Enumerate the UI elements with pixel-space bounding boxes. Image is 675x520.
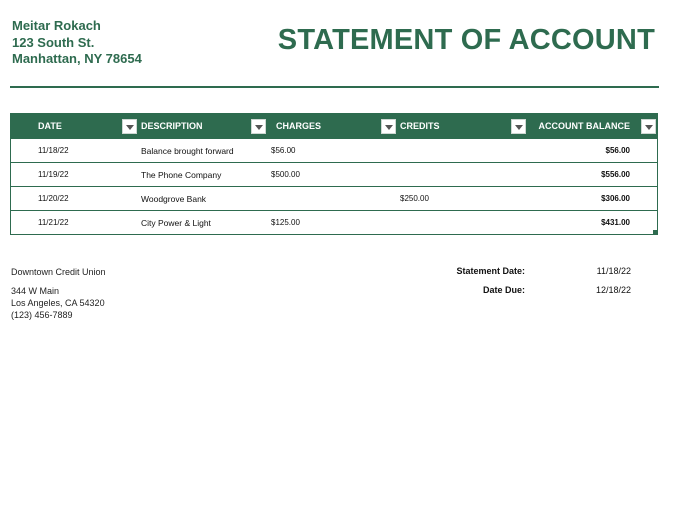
statement-date-label: Statement Date:: [456, 266, 525, 276]
header-date: DATE: [11, 114, 121, 139]
bank-street: 344 W Main: [11, 286, 60, 296]
chevron-down-icon[interactable]: [381, 119, 396, 134]
chevron-down-icon[interactable]: [251, 119, 266, 134]
cell-balance: $431.00: [601, 218, 630, 227]
cell-balance: $556.00: [601, 170, 630, 179]
cell-date: 11/18/22: [38, 146, 69, 155]
cell-balance: $56.00: [605, 146, 630, 155]
table-row: [11, 186, 657, 211]
table-resize-handle[interactable]: [653, 230, 657, 234]
sender-street: 123 South St.: [12, 34, 95, 50]
date-due-label: Date Due:: [482, 285, 525, 295]
header-description: DESCRIPTION: [141, 114, 251, 139]
cell-description: City Power & Light: [141, 218, 211, 228]
cell-date: 11/21/22: [38, 218, 69, 227]
cell-description: The Phone Company: [141, 170, 222, 180]
cell-charges: $500.00: [271, 170, 300, 179]
cell-date: 11/20/22: [38, 194, 69, 203]
sender-address: [12, 18, 142, 68]
sender-name: Meitar Rokach: [12, 18, 101, 33]
statement-table: [10, 113, 658, 235]
bank-city: Los Angeles, CA 54320: [11, 298, 105, 308]
cell-charges: $125.00: [271, 218, 300, 227]
sender-city: Manhattan, NY 78654: [12, 51, 142, 66]
chevron-down-icon[interactable]: [511, 119, 526, 134]
chevron-down-icon[interactable]: [641, 119, 656, 134]
table-row: [11, 210, 657, 235]
bank-name: Downtown Credit Union: [11, 267, 106, 277]
date-due-value: 12/18/22: [595, 285, 631, 295]
cell-balance: $306.00: [601, 194, 630, 203]
table-row: [11, 162, 657, 187]
cell-description: Woodgrove Bank: [141, 194, 207, 204]
statement-date-value: 11/18/22: [596, 266, 631, 276]
chevron-down-icon[interactable]: [122, 119, 137, 134]
bank-phone: (123) 456-7889: [11, 310, 73, 320]
page-title: STATEMENT OF ACCOUNT: [277, 24, 655, 56]
cell-credits: $250.00: [400, 194, 429, 203]
header-account-balance: ACCOUNT BALANCE: [531, 114, 657, 139]
header-credits: CREDITS: [400, 114, 510, 139]
cell-charges: $56.00: [271, 146, 296, 155]
table-row: [11, 138, 657, 163]
table-header: [11, 114, 657, 139]
header-charges: CHARGES: [276, 114, 386, 139]
cell-date: 11/19/22: [38, 170, 69, 179]
header-divider: [10, 86, 659, 88]
cell-description: Balance brought forward: [141, 146, 234, 156]
